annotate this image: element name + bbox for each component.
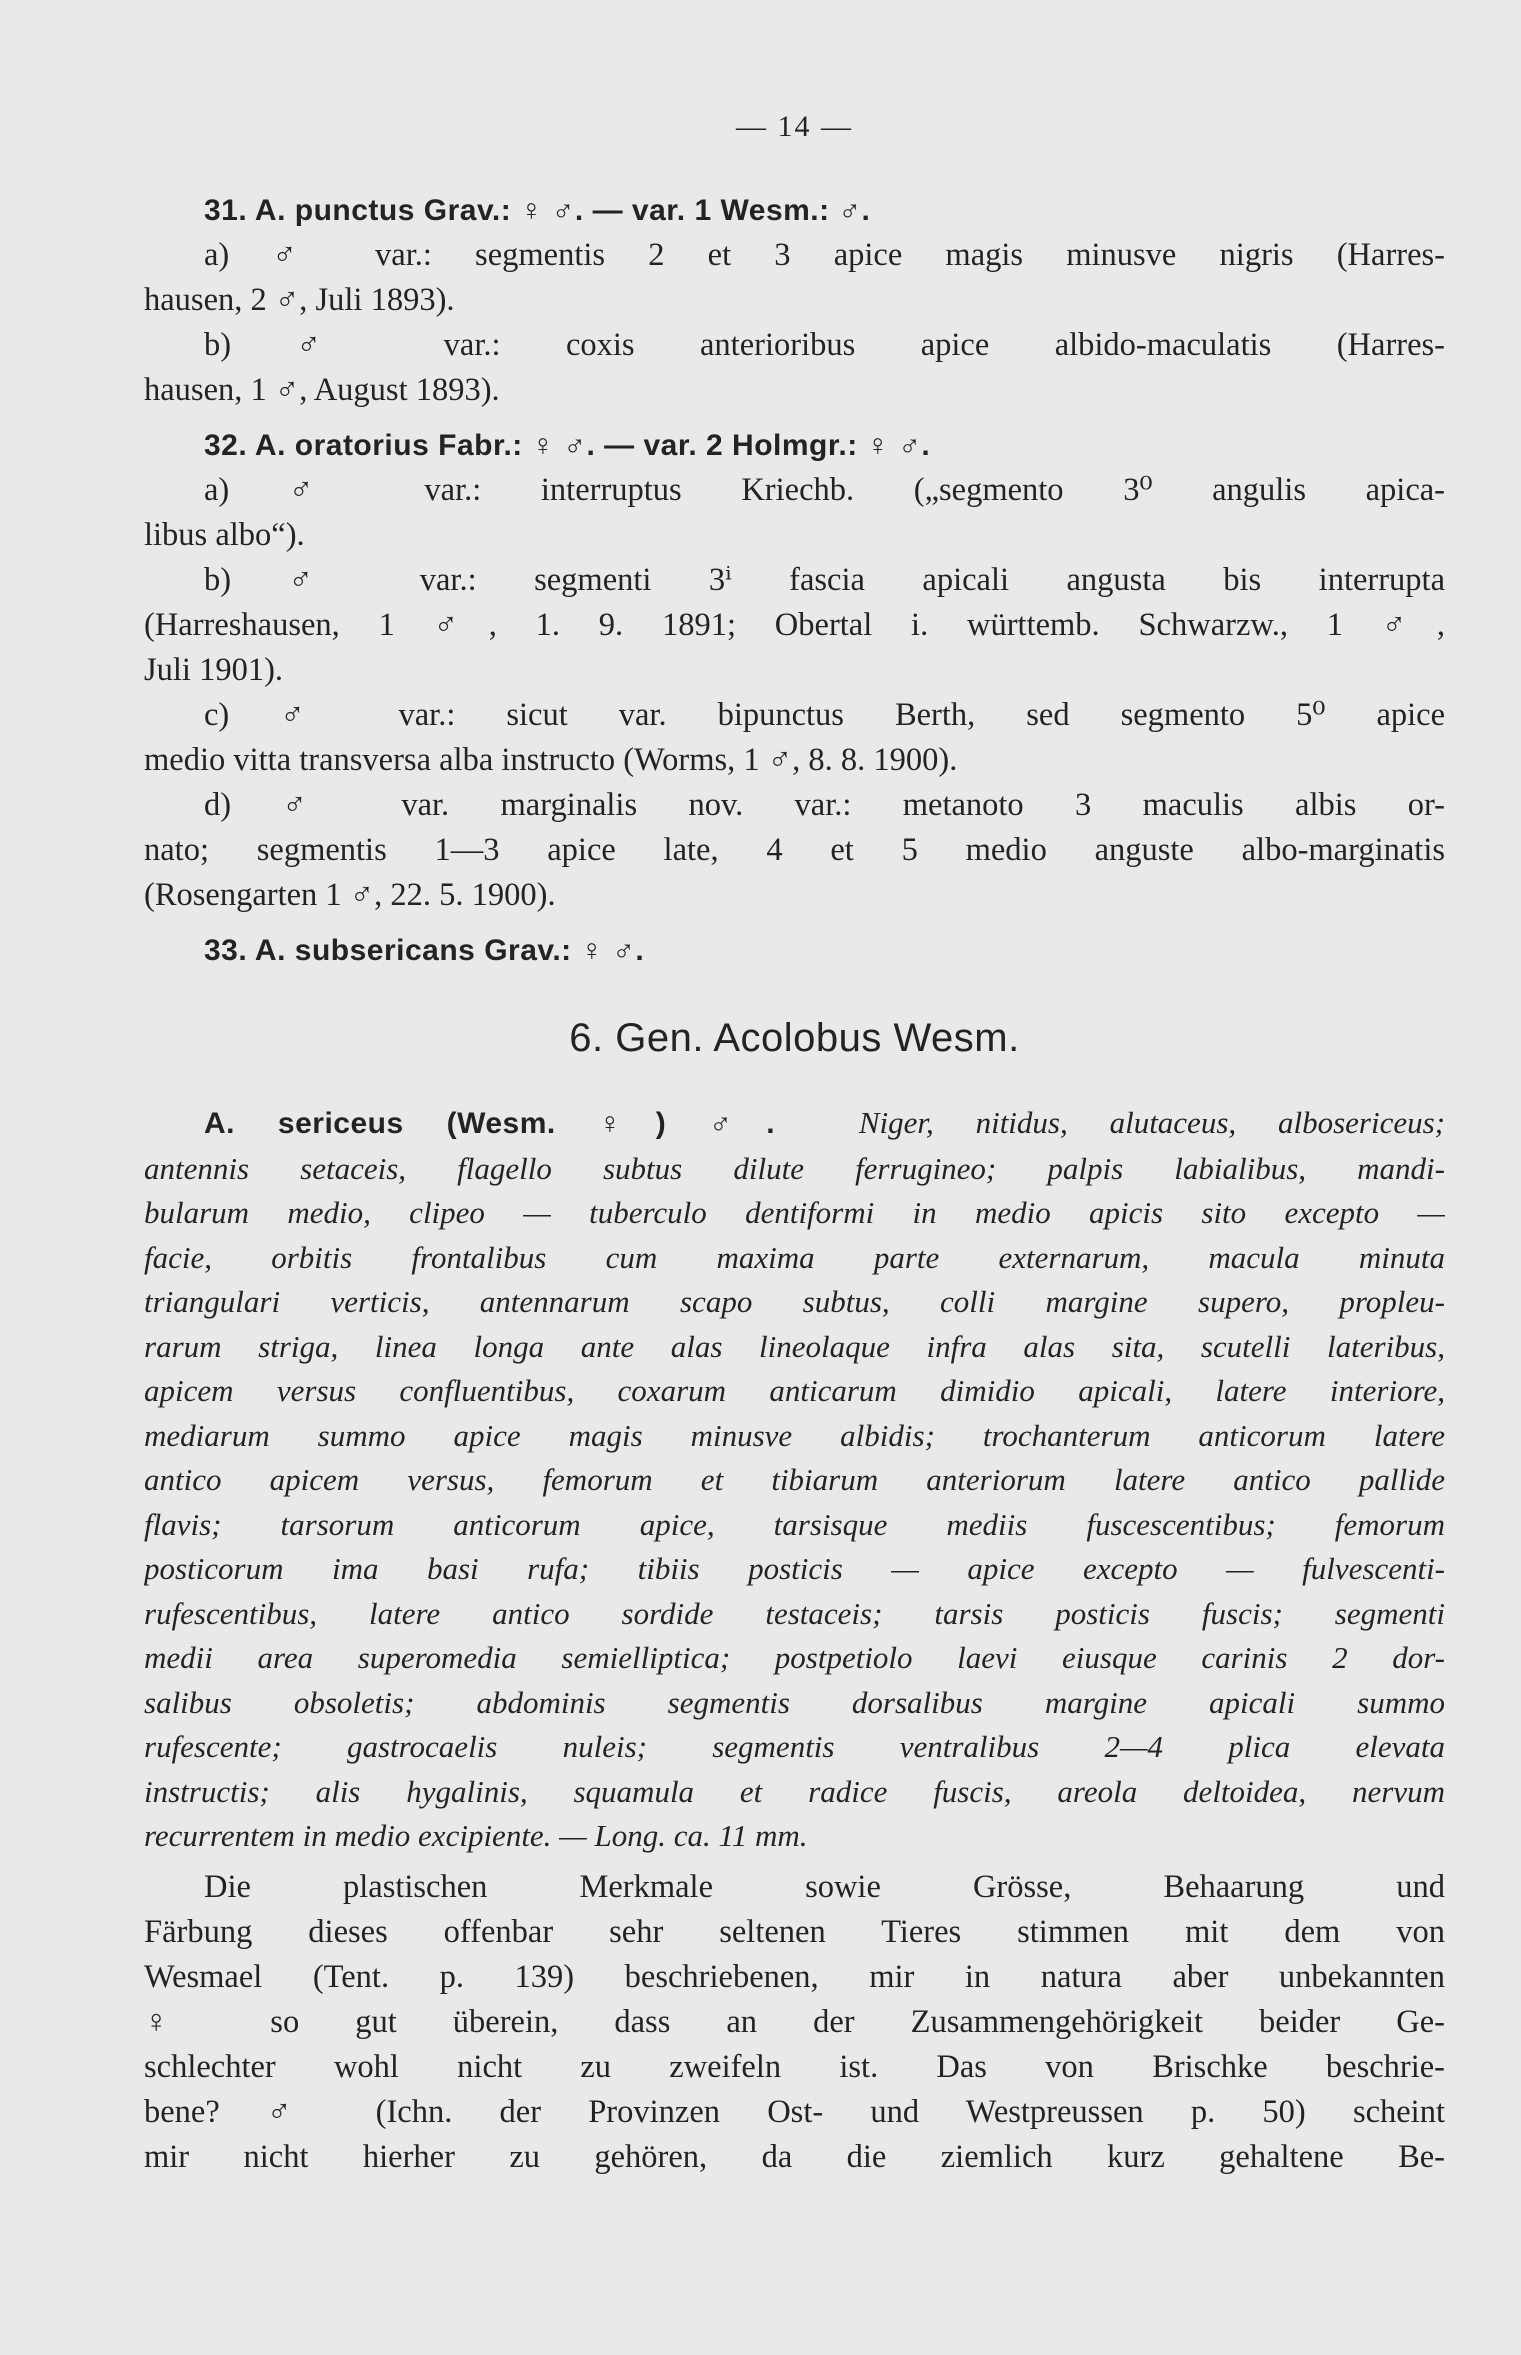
text-line: hausen, 2 ♂, Juli 1893). <box>144 282 455 318</box>
paragraph-line: schlechter wohl nicht zu zweifeln ist. Das von Brischke beschrie- <box>144 2048 1445 2085</box>
description-line: medii area superomedia semielliptica; postpetiolo laevi eiusque carinis 2 dor- <box>144 1640 1445 1675</box>
text-line: c) ♂ var.: sicut var. bipunctus Berth, sed segmento 5⁰ apice <box>204 697 1445 733</box>
entry-title: 31. A. punctus Grav.: ♀ ♂. — var. 1 Wesm.: ♂. <box>204 194 871 227</box>
entry-title: 32. A. oratorius Fabr.: ♀ ♂. — var. 2 Holmgr.: ♀ ♂. <box>204 429 931 462</box>
paragraph-line: mir nicht hierher zu gehören, da die ziemlich kurz gehaltene Be- <box>144 2138 1445 2175</box>
description-line: facie, orbitis frontalibus cum maxima parte externarum, macula minuta <box>144 1239 1445 1275</box>
text-line: libus albo“). <box>144 517 305 553</box>
text-line: (Rosengarten 1 ♂, 22. 5. 1900). <box>144 877 556 913</box>
description-line: rufescentibus, latere antico sordide testaceis; tarsis posticis fuscis; segmenti <box>144 1595 1445 1631</box>
paragraph-line: bene? ♂ (Ichn. der Provinzen Ost- und Westpreussen p. 50) scheint <box>144 2093 1445 2130</box>
description-line: posticorum ima basi rufa; tibiis posticis — apice excepto — fulvescenti- <box>144 1551 1445 1586</box>
description-line: rufescente; gastrocaelis nuleis; segmentis ventralibus 2—4 plica elevata <box>144 1729 1445 1764</box>
species-name: A. sericeus (Wesm. ♀) ♂. <box>204 1107 776 1140</box>
text-line: a) ♂ var.: interruptus Kriechb. („segmento 3⁰ angulis apica- <box>204 472 1445 508</box>
text-line: b) ♂ var.: coxis anterioribus apice albido-maculatis (Harres- <box>204 327 1445 363</box>
species-description <box>144 1101 1445 1859</box>
text-line: nato; segmentis 1—3 apice late, 4 et 5 medio anguste albo-marginatis <box>144 832 1445 868</box>
description-line: antico apicem versus, femorum et tibiarum anteriorum latere antico pallide <box>144 1462 1445 1497</box>
description-line: antennis setaceis, flagello subtus dilute ferrugineo; palpis labialibus, mandi- <box>144 1150 1445 1186</box>
description-line: mediarum summo apice magis minusve albidis; trochanterum anticorum latere <box>144 1417 1445 1453</box>
paragraph-line: Färbung dieses offenbar sehr seltenen Tieres stimmen mit dem von <box>144 1913 1445 1950</box>
paragraph-line: ♀ so gut überein, dass an der Zusammengehörigkeit beider Ge- <box>144 2003 1445 2040</box>
description-line: salibus obsoletis; abdominis segmentis dorsalibus margine apicali summo <box>144 1684 1445 1720</box>
entry-33 <box>144 928 1445 973</box>
body-paragraph <box>144 1865 1445 2180</box>
text-line: (Harreshausen, 1 ♂, 1. 9. 1891; Obertal i. württemb. Schwarzw., 1 ♂, <box>144 607 1445 643</box>
description-line: bularum medio, clipeo — tuberculo dentiformi in medio apicis sito excepto — <box>144 1195 1445 1230</box>
description-line: recurrentem in medio excipiente. — Long. ca. 11 mm. <box>144 1818 808 1853</box>
text-line: d) ♂ var. marginalis nov. var.: metanoto 3 maculis albis or- <box>204 787 1445 823</box>
description-line: rarum striga, linea longa ante alas lineolaque infra alas sita, scutelli lateribus, <box>144 1328 1445 1364</box>
text-line: medio vitta transversa alba instructo (Worms, 1 ♂, 8. 8. 1900). <box>144 742 958 778</box>
paragraph-line: Wesmael (Tent. p. 139) beschriebenen, mir in natura aber unbekannten <box>144 1958 1445 1995</box>
genus-heading: 6. Gen. Acolobus Wesm. <box>569 1016 1020 1060</box>
text-line: a) ♂ var.: segmentis 2 et 3 apice magis minusve nigris (Harres- <box>204 237 1445 273</box>
text-line: hausen, 1 ♂, August 1893). <box>144 372 500 408</box>
page-number: — 14 — <box>736 110 853 143</box>
text-line: Juli 1901). <box>144 652 284 688</box>
description-text: Niger, nitidus, alutaceus, albosericeus; <box>858 1105 1445 1140</box>
entry-title: 33. A. subsericans Grav.: ♀ ♂. <box>204 934 645 967</box>
description-line: triangulari verticis, antennarum scapo subtus, colli margine supero, propleu- <box>144 1284 1445 1319</box>
description-line: instructis; alis hygalinis, squamula et radice fuscis, areola deltoidea, nervum <box>144 1773 1445 1809</box>
text-line: b) ♂ var.: segmenti 3ⁱ fascia apicali angusta bis interrupta <box>204 562 1445 598</box>
description-line: flavis; tarsorum anticorum apice, tarsisque mediis fuscescentibus; femorum <box>144 1506 1445 1542</box>
paragraph-line: Die plastischen Merkmale sowie Grösse, Behaarung und <box>204 1868 1445 1905</box>
description-line: apicem versus confluentibus, coxarum anticarum dimidio apicali, latere interiore, <box>144 1373 1445 1408</box>
entry-32 <box>144 423 1445 918</box>
entry-31 <box>144 188 1445 413</box>
description-first-line <box>144 1101 1445 1147</box>
